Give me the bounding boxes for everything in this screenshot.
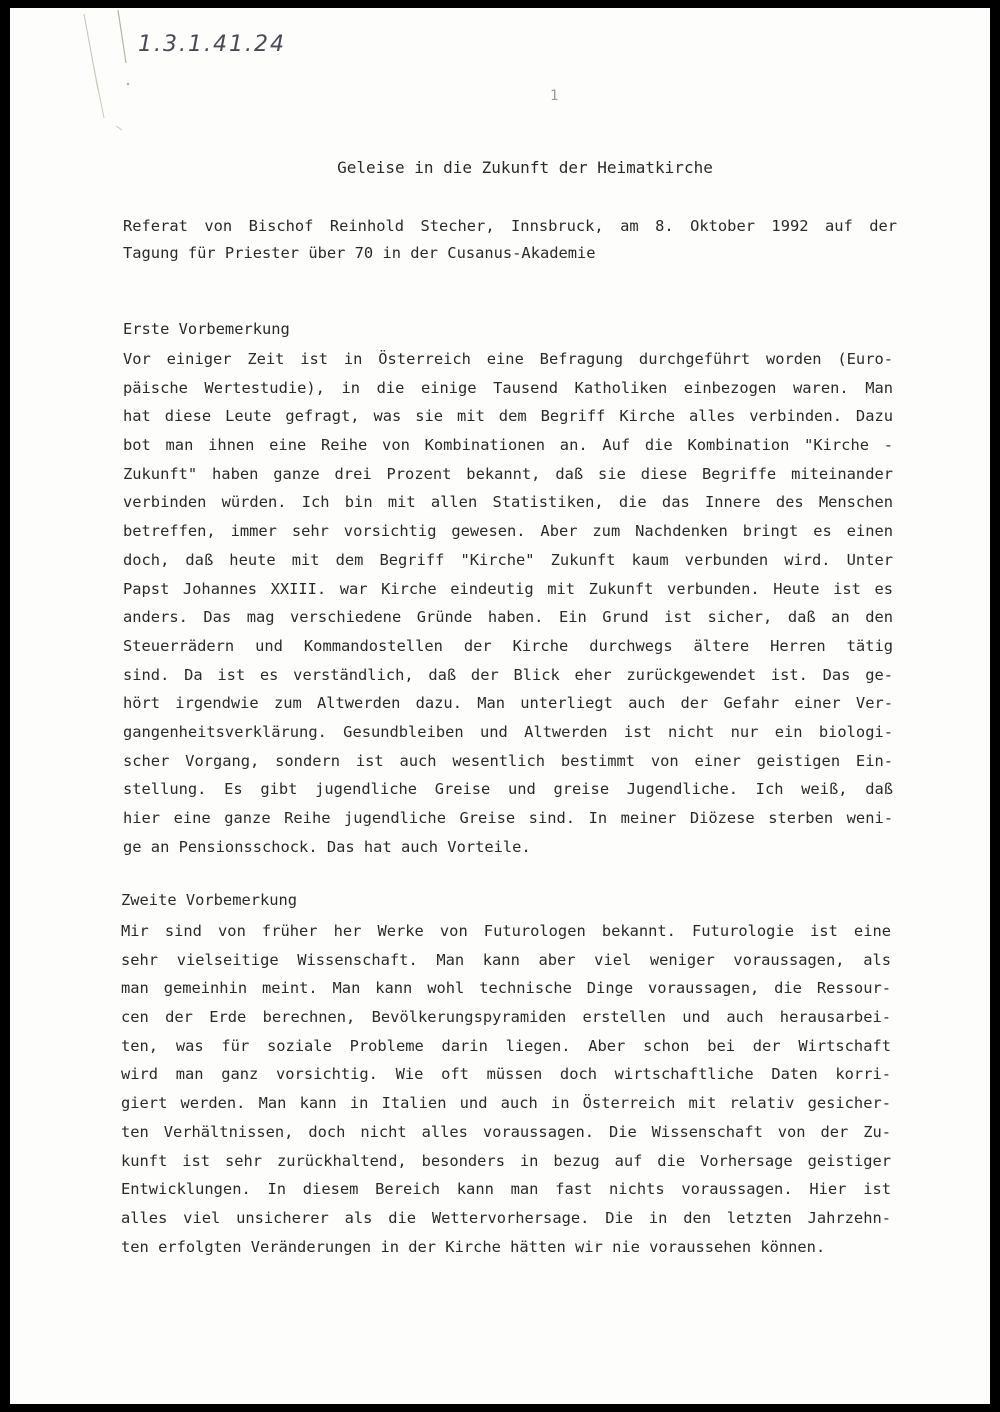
text-line: Vor einiger Zeit ist in Österreich eine Befragung durchgeführt worden (Euro- <box>123 350 893 368</box>
text-line: wird man ganz vorsichtig. Wie oft müssen doch wirtschaftliche Daten korri- <box>121 1065 891 1084</box>
text-line: man gemeinhin meint. Man kann wohl technische Dinge voraussagen, die Ressour- <box>121 979 891 998</box>
text-line: sehr vielseitige Wissenschaft. Man kann aber viel weniger voraussagen, als <box>121 950 891 969</box>
text-line: stellung. Es gibt jugendliche Greise und greise Jugendliche. Ich weiß, daß <box>123 780 893 799</box>
section-heading-zweite-vorbemerkung: Zweite Vorbemerkung <box>121 891 298 909</box>
text-line: bot man ihnen eine Reihe von Kombinationen an. Auf die Kombination "Kirche - <box>123 436 893 455</box>
text-line: kunft ist sehr zurückhaltend, besonders in bezug auf die Vorhersage geistiger <box>121 1151 891 1170</box>
text-line: ten, was für soziale Probleme darin liegen. Aber schon bei der Wirtschaft <box>121 1036 891 1055</box>
text-line: betreffen, immer sehr vorsichtig gewesen. Aber zum Nachdenken bringt es einen <box>123 522 893 541</box>
text-line: scher Vorgang, sondern ist auch wesentlich bestimmt von einer geistigen Ein- <box>123 751 893 770</box>
text-line: Zukunft" haben ganze drei Prozent bekannt, daß sie diese Begriffe miteinander <box>123 464 893 483</box>
document-page <box>10 8 990 1404</box>
pencil-marks-decoration <box>70 8 160 148</box>
text-line: hat diese Leute gefragt, was sie mit dem Begriff Kirche alles verbinden. Dazu <box>123 407 893 426</box>
text-line: alles viel unsicherer als die Wettervorhersage. Die in den letzten Jahrzehn- <box>121 1208 891 1227</box>
text-line: Papst Johannes XXIII. war Kirche eindeutig mit Zukunft verbunden. Heute ist es <box>123 579 893 598</box>
text-line: ge an Pensionsschock. Das hat auch Vorteile. <box>123 837 531 856</box>
text-line: ten erfolgten Veränderungen in der Kirche hätten wir nie voraussehen können. <box>121 1237 826 1256</box>
text-line: Steuerrädern und Kommandostellen der Kirche durchwegs ältere Herren tätig <box>123 636 893 655</box>
text-line: hier eine ganze Reihe jugendliche Greise sind. In meiner Diözese sterben weni- <box>123 809 893 827</box>
section-paragraph-erste-vorbemerkung <box>123 345 893 861</box>
subtitle-line: Referat von Bischof Reinhold Stecher, Innsbruck, am 8. Oktober 1992 auf der <box>123 217 897 235</box>
document-subtitle <box>123 213 897 267</box>
text-line: ten Verhältnissen, doch nicht alles voraussagen. Die Wissenschaft von der Zu- <box>121 1122 891 1141</box>
text-line: doch, daß heute mit dem Begriff "Kirche" Zukunft kaum verbunden wird. Unter <box>123 550 893 569</box>
subtitle-line: Tagung für Priester über 70 in der Cusanus-Akademie <box>123 244 596 262</box>
text-line: giert werden. Man kann in Italien und auch in Österreich mit relativ gesicher- <box>121 1094 891 1113</box>
handwritten-reference-number: 1.3.1.41.24 <box>138 32 286 57</box>
text-line: cen der Erde berechnen, Bevölkerungspyramiden erstellen und auch herausarbei- <box>121 1008 891 1027</box>
text-line: päische Wertestudie), in die einige Tausend Katholiken einbezogen waren. Man <box>123 378 893 397</box>
text-line: sind. Da ist es verständlich, daß der Blick eher zurückgewendet ist. Das ge- <box>123 665 893 684</box>
section-paragraph-zweite-vorbemerkung <box>121 917 891 1261</box>
text-line: verbinden würden. Ich bin mit allen Statistiken, die das Innere des Menschen <box>123 493 893 512</box>
text-line: anders. Das mag verschiedene Gründe haben. Ein Grund ist sicher, daß an den <box>123 608 893 627</box>
text-line: gangenheitsverklärung. Gesundbleiben und Altwerden ist nicht nur ein biologi- <box>123 722 893 741</box>
document-title: Geleise in die Zukunft der Heimatkirche <box>337 158 713 177</box>
page-number: 1 <box>550 88 559 104</box>
text-line: hört irgendwie zum Altwerden dazu. Man unterliegt auch der Gefahr einer Ver- <box>123 694 893 713</box>
section-heading-erste-vorbemerkung: Erste Vorbemerkung <box>123 320 290 338</box>
text-line: Mir sind von früher her Werke von Futurologen bekannt. Futurologie ist eine <box>121 922 891 940</box>
text-line: Entwicklungen. In diesem Bereich kann man fast nichts voraussagen. Hier ist <box>121 1180 891 1199</box>
